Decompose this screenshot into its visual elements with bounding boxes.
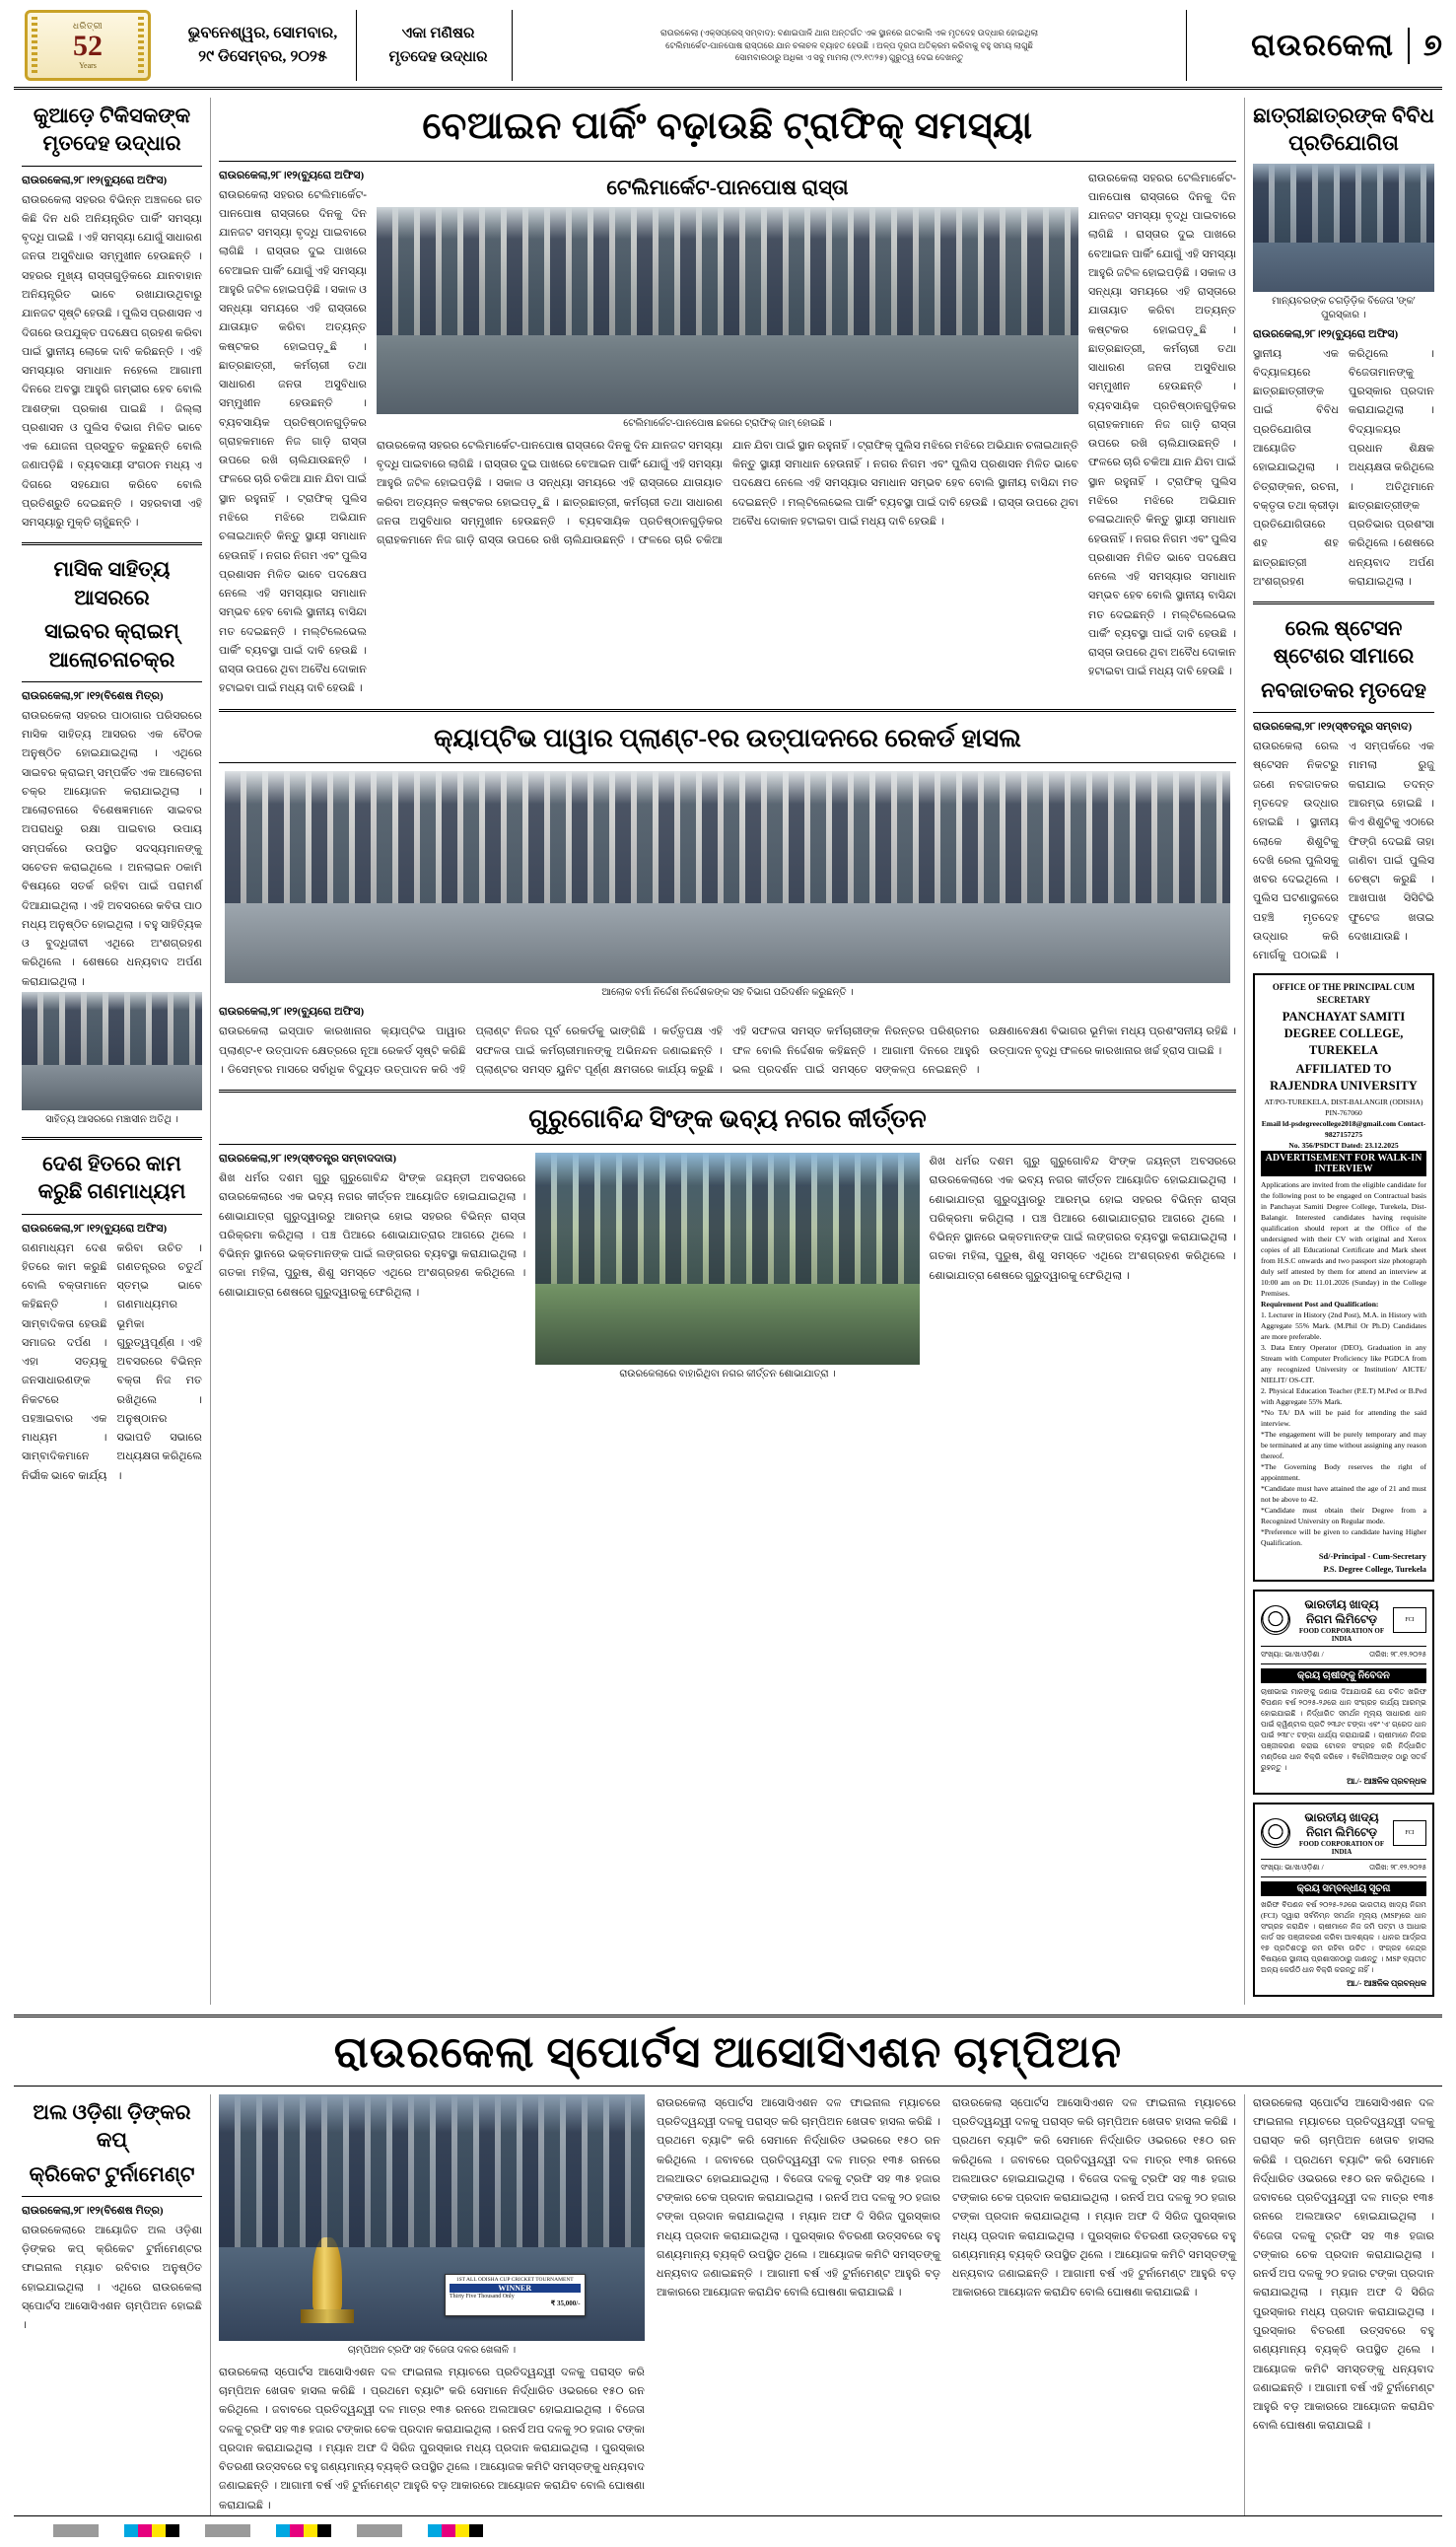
ad-college-sign-1: Sd/-Principal - Cum-Secretary (1318, 1551, 1426, 1561)
masthead-slogan (365, 10, 513, 81)
ad-college-note-2: *The engagement will be purely temporary and may be terminated at any time without assigning any reason thereof. (1261, 1429, 1426, 1460)
cheque-tournament-name: 1ST ALL ODISHA CUP CRICKET TOURNAMENT (455, 2277, 574, 2284)
logo-years-label: Years (79, 61, 97, 70)
ad-college-note-5: *Candidate must obtain their Degree from a Recognized University on Regular mode. (1261, 1505, 1426, 1525)
left-story1-body: ରାଉରକେଲା ସହରର ବିଭିନ୍ନ ଅଞ୍ଚଳରେ ଗତ କିଛି ଦିନ ଧରି ଅନିୟନ୍ତ୍ରିତ ପାର୍କିଂ ସମସ୍ୟା ବୃଦ୍ଧି ପାଇଛି । ଏହି ସମସ୍ୟା ଯୋଗୁଁ ସାଧାରଣ ଜନତା ଅସୁବିଧାର ସମ୍ମୁଖୀନ ହେଉଛନ୍ତି । ସହରର ମୁଖ୍ୟ ରାସ୍ତାଗୁଡ଼ିକରେ ଯାନବାହାନ ଅନିୟନ୍ତ୍ରିତ ଭାବେ ରଖାଯାଉଥିବାରୁ ଯାନଜଟ ସୃଷ୍ଟି ହେଉଛି । ପୁଲିସ ପ୍ରଶାସନ ଏ ଦିଗରେ ଉପଯୁକ୍ତ ପଦକ୍ଷେପ ଗ୍ରହଣ କରିବା ପାଇଁ ସ୍ଥାନୀୟ ଲୋକେ ଦାବି କରିଛନ୍ତି । ଏହି ସମସ୍ୟାର ସମାଧାନ ନହେଲେ ଆଗାମୀ ଦିନରେ ଅବସ୍ଥା ଆହୁରି ଗମ୍ଭୀର ହେବ ବୋଲି ଆଶଙ୍କା ପ୍ରକାଶ ପାଇଛି । ଜିଲ୍ଲା ପ୍ରଶାସନ ଓ ପୁଲିସ ବିଭାଗ ମିଳିତ ଭାବେ ଏକ ଯୋଜନା ପ୍ରସ୍ତୁତ କରୁଛନ୍ତି ବୋଲି ଜଣାପଡ଼ିଛି । ବ୍ୟବସାୟୀ ସଂଗଠନ ମଧ୍ୟ ଏ ଦିଗରେ ସହଯୋଗ କରିବେ ବୋଲି ପ୍ରତିଶ୍ରୁତି ଦେଇଛନ୍ତି । ସହରବାସୀ ଏହି ସମସ୍ୟାରୁ ମୁକ୍ତି ଚାହୁଁଛନ୍ତି । (22, 193, 202, 530)
logo-anniversary-number: 52 (73, 30, 103, 62)
grey-registration-bar (205, 2524, 250, 2537)
ad-fci-2 (1253, 1803, 1434, 1997)
lead-subhead: ଟେଲିମାର୍କେଟ-ପାନପୋଷ ରାସ୍ତା (606, 175, 849, 199)
main-grid (14, 98, 1442, 2005)
right-story2-body: ରାଉରକେଲା ରେଲ ଷ୍ଟେସନ ନିକଟରୁ ଜଣେ ନବଜାତକର ମୃତଦେହ ଉଦ୍ଧାର ହୋଇଛି । ସ୍ଥାନୀୟ ଲୋକେ ଶିଶୁଟିକୁ ଦେଖି ରେଲ ପୁଲିସକୁ ଖବର ଦେଇଥିଲେ । ପୁଲିସ ଘଟଣାସ୍ଥଳରେ ପହଞ୍ଚି ମୃତଦେହ ଉଦ୍ଧାର କରି ମୋର୍ଗକୁ ପଠାଇଛି । ଏ ସମ୍ପର୍କରେ ଏକ ମାମଲା ରୁଜୁ କରାଯାଇ ତଦନ୍ତ ଆରମ୍ଭ ହୋଇଛି । କିଏ ଶିଶୁଟିକୁ ଏଠାରେ ଫିଙ୍ଗି ଦେଇଛି ତାହା ଜାଣିବା ପାଇଁ ପୁଲିସ ଚେଷ୍ଟା କରୁଛି । ଆଖପାଖ ସିସିଟିଭି ଫୁଟେଜ ଖତାଇ ଦେଖାଯାଉଛି । (1253, 741, 1434, 962)
traffic-jam-photo (377, 207, 1078, 414)
ad-college-walkin (1253, 973, 1434, 1581)
cheque-winner-label: WINNER (450, 2284, 581, 2293)
ad-fci-2-date: ତାରିଖ: ୨୮.୧୨.୨୦୨୫ (1369, 1862, 1426, 1872)
cpp-headline: କ୍ୟାପ୍ଟିଭ ପାୱାର ପ୍ଲାଣ୍ଟ-୧ର ଉତ୍ପାଦନରେ ରେକର୍ଡ ହାସଲ (434, 723, 1021, 752)
sports-side-body: ରାଉରକେଲାରେ ଆୟୋଜିତ ଅଲ ଓଡ଼ିଶା ଡ଼ିଙ୍କର କପ୍ କ୍ରିକେଟ ଟୁର୍ନାମେଣ୍ଟର ଫାଇନାଲ ମ୍ୟାଚ ରବିବାର ଅନୁଷ୍ଠିତ ହୋଇଯାଇଥିଲା । ଏଥିରେ ରାଉରକେଲା ସ୍ପୋର୍ଟସ ଆସୋସିଏଶନ ଚାମ୍ପିଅନ ହୋଇଛି । (22, 2224, 202, 2332)
grey-registration-bar (357, 2524, 402, 2537)
lead-body-left: ରାଉରକେଲା ସହରର ଟେଲିମାର୍କେଟ-ପାନପୋଷ ରାସ୍ତାରେ ଦିନକୁ ଦିନ ଯାନଜଟ ସମସ୍ୟା ବୃଦ୍ଧି ପାଇବାରେ ଲାଗିଛି । ରାସ୍ତାର ଦୁଇ ପାଖରେ ବେଆଇନ ପାର୍କିଂ ଯୋଗୁଁ ଏହି ସମସ୍ୟା ଆହୁରି ଜଟିଳ ହୋଇପଡ଼ିଛି । ସକାଳ ଓ ସନ୍ଧ୍ୟା ସମୟରେ ଏହି ରାସ୍ତାରେ ଯାତାୟାତ କରିବା ଅତ୍ୟନ୍ତ କଷ୍ଟକର ହୋଇପଡ଼ୁଛି । ଛାତ୍ରଛାତ୍ରୀ, କର୍ମଚାରୀ ତଥା ସାଧାରଣ ଜନତା ଅସୁବିଧାର ସମ୍ମୁଖୀନ ହେଉଛନ୍ତି । ବ୍ୟବସାୟିକ ପ୍ରତିଷ୍ଠାନଗୁଡ଼ିକର ଗ୍ରାହକମାନେ ନିଜ ଗାଡ଼ି ରାସ୍ତା ଉପରେ ରଖି ଚାଲିଯାଉଛନ୍ତି । ଫଳରେ ଚାରି ଚକିଆ ଯାନ ଯିବା ପାଇଁ ସ୍ଥାନ ରହୁନାହିଁ । ଟ୍ରାଫିକ୍ ପୁଲିସ ମଝିରେ ମଝିରେ ଅଭିଯାନ ଚଳାଇଥାନ୍ତି କିନ୍ତୁ ସ୍ଥାୟୀ ସମାଧାନ ହେଉନାହିଁ । ନଗର ନିଗମ ଏବଂ ପୁଲିସ ପ୍ରଶାସନ ମିଳିତ ଭାବେ ପଦକ୍ଷେପ ନେଲେ ଏହି ସମସ୍ୟାର ସମାଧାନ ସମ୍ଭବ ହେବ ବୋଲି ସ୍ଥାନୀୟ ବାସିନ୍ଦା ମତ ଦେଇଛନ୍ତି । ମଲ୍ଟିଲେଭେଲ ପାର୍କିଂ ବ୍ୟବସ୍ଥା ପାଇଁ ଦାବି ହେଉଛି । ରାସ୍ତା ଉପରେ ଥିବା ଅବୈଧ ଦୋକାନ ହଟାଇବା ପାଇଁ ମଧ୍ୟ ଦାବି ହେଉଛି । (219, 188, 367, 695)
page-number: ୭ (1408, 28, 1442, 64)
edition-name: ରାଉରକେଲା (1251, 27, 1395, 62)
lead-body-right: ରାଉରକେଲା ସହରର ଟେଲିମାର୍କେଟ-ପାନପୋଷ ରାସ୍ତାରେ ଦିନକୁ ଦିନ ଯାନଜଟ ସମସ୍ୟା ବୃଦ୍ଧି ପାଇବାରେ ଲାଗିଛି । ରାସ୍ତାର ଦୁଇ ପାଖରେ ବେଆଇନ ପାର୍କିଂ ଯୋଗୁଁ ଏହି ସମସ୍ୟା ଆହୁରି ଜଟିଳ ହୋଇପଡ଼ିଛି । ସକାଳ ଓ ସନ୍ଧ୍ୟା ସମୟରେ ଏହି ରାସ୍ତାରେ ଯାତାୟାତ କରିବା ଅତ୍ୟନ୍ତ କଷ୍ଟକର ହୋଇପଡ଼ୁଛି । ଛାତ୍ରଛାତ୍ରୀ, କର୍ମଚାରୀ ତଥା ସାଧାରଣ ଜନତା ଅସୁବିଧାର ସମ୍ମୁଖୀନ ହେଉଛନ୍ତି । ବ୍ୟବସାୟିକ ପ୍ରତିଷ୍ଠାନଗୁଡ଼ିକର ଗ୍ରାହକମାନେ ନିଜ ଗାଡ଼ି ରାସ୍ତା ଉପରେ ରଖି ଚାଲିଯାଉଛନ୍ତି । ଫଳରେ ଚାରି ଚକିଆ ଯାନ ଯିବା ପାଇଁ ସ୍ଥାନ ରହୁନାହିଁ । ଟ୍ରାଫିକ୍ ପୁଲିସ ମଝିରେ ମଝିରେ ଅଭିଯାନ ଚଳାଇଥାନ୍ତି କିନ୍ତୁ ସ୍ଥାୟୀ ସମାଧାନ ହେଉନାହିଁ । ନଗର ନିଗମ ଏବଂ ପୁଲିସ ପ୍ରଶାସନ ମିଳିତ ଭାବେ ପଦକ୍ଷେପ ନେଲେ ଏହି ସମସ୍ୟାର ସମାଧାନ ସମ୍ଭବ ହେବ ବୋଲି ସ୍ଥାନୀୟ ବାସିନ୍ଦା ମତ ଦେଇଛନ୍ତି । ମଲ୍ଟିଲେଭେଲ ପାର୍କିଂ ବ୍ୟବସ୍ଥା ପାଇଁ ଦାବି ହେଉଛି । ରାସ୍ତା ଉପରେ ଥିବା ଅବୈଧ ଦୋକାନ ହଟାଇବା ପାଇଁ ମଧ୍ୟ ଦାବି ହେଉଛି । (1088, 172, 1236, 678)
sports-body-d: ରାଉରକେଲା ସ୍ପୋର୍ଟସ ଆସୋସିଏଶନ ଦଳ ଫାଇନାଲ ମ୍ୟାଚରେ ପ୍ରତିଦ୍ୱନ୍ଦ୍ୱୀ ଦଳକୁ ପରାସ୍ତ କରି ଚାମ୍ପିଅନ ଖେତାବ ହାସଲ କରିଛି । ପ୍ରଥମେ ବ୍ୟାଟିଂ କରି ସେମାନେ ନିର୍ଦ୍ଧାରିତ ଓଭରରେ ୧୫୦ ରନ କରିଥିଲେ । ଜବାବରେ ପ୍ରତିଦ୍ୱନ୍ଦ୍ୱୀ ଦଳ ମାତ୍ର ୧୩୫ ରନରେ ଅଲଆଉଟ ହୋଇଯାଇଥିଲା । ବିଜେତା ଦଳକୁ ଟ୍ରଫି ସହ ୩୫ ହଜାର ଟଙ୍କାର ଚେକ ପ୍ରଦାନ କରାଯାଇଥିଲା । ରନର୍ସ ଅପ ଦଳକୁ ୨୦ ହଜାର ଟଙ୍କା ପ୍ରଦାନ କରାଯାଇଥିଲା । ମ୍ୟାନ ଅଫ ଦି ସିରିଜ ପୁରସ୍କାର ମଧ୍ୟ ପ୍ରଦାନ କରାଯାଇଥିଲା । ପୁରସ୍କାର ବିତରଣୀ ଉତ୍ସବରେ ବହୁ ଗଣ୍ୟମାନ୍ୟ ବ୍ୟକ୍ତି ଉପସ୍ଥିତ ଥିଲେ । ଆୟୋଜକ କମିଟି ସମସ୍ତଙ୍କୁ ଧନ୍ୟବାଦ ଜଣାଇଛନ୍ତି । ଆଗାମୀ ବର୍ଷ ଏହି ଟୁର୍ନାମେଣ୍ଟ ଆହୁରି ବଡ଼ ଆକାରରେ ଆୟୋଜନ କରାଯିବ ବୋଲି ଘୋଷଣା କରାଯାଇଛି । (1253, 2096, 1434, 2433)
sports-side-headline-1: ଅଲ ଓଡ଼ିଶା ଡ଼ିଙ୍କର କପ୍ (33, 2099, 191, 2153)
ad-fci-2-header (1261, 1810, 1426, 1860)
right-story2-headline-2: ନବଜାତକର ମୃତଦେହ (1261, 677, 1426, 702)
masthead-edition (1186, 10, 1442, 81)
ad-fci-1-sign: ଆ./- ଆଞ୍ଚଳିକ ପ୍ରବନ୍ଧକ (1347, 1776, 1426, 1786)
trophy-icon (312, 2237, 342, 2311)
left-column (14, 98, 211, 2005)
left-story2-body: ରାଉରକେଲା ସହରର ପାଠାଗାର ପରିସରରେ ମାସିକ ସାହିତ୍ୟ ଆସରର ଏକ ବୈଠକ ଅନୁଷ୍ଠିତ ହୋଇଯାଇଥିଲା । ଏଥିରେ ସାଇବର କ୍ରାଇମ୍ ସମ୍ପର୍କିତ ଏକ ଆଲୋଚନା ଚକ୍ର ଆୟୋଜନ କରାଯାଇଥିଲା । ଆଲୋଚନାରେ ବିଶେଷଜ୍ଞମାନେ ସାଇବର ଅପରାଧରୁ ରକ୍ଷା ପାଇବାର ଉପାୟ ସମ୍ପର୍କରେ ଉପସ୍ଥିତ ସଦସ୍ୟମାନଙ୍କୁ ସଚେତନ କରାଇଥିଲେ । ଅନଲାଇନ ଠକାମି ବିଷୟରେ ସତର୍କ ରହିବା ପାଇଁ ପରାମର୍ଶ ଦିଆଯାଇଥିଲା । ଏହି ଅବସରରେ କବିତା ପାଠ ମଧ୍ୟ ଅନୁଷ୍ଠିତ ହୋଇଥିଲା । ବହୁ ସାହିତ୍ୟିକ ଓ ବୁଦ୍ଧିଜୀବୀ ଏଥିରେ ଅଂଶଗ୍ରହଣ କରିଥିଲେ । ଶେଷରେ ଧନ୍ୟବାଦ ଅର୍ପଣ କରାଯାଇଥିଲା । (22, 709, 202, 988)
power-plant-photo (225, 771, 1230, 983)
right-story2-dateline: ରାଉରକେଲା,୨୮।୧୨(ସ୍ଵତନ୍ତ୍ର ସମ୍ବାଦ) (1253, 721, 1413, 734)
meeting-photo (22, 992, 202, 1110)
kirtan-figure (535, 1153, 919, 1381)
ad-fci-1-date: ତାରିଖ: ୨୮.୧୨.୨୦୨୫ (1369, 1649, 1426, 1659)
sports-body-a: ରାଉରକେଲା ସ୍ପୋର୍ଟସ ଆସୋସିଏଶନ ଦଳ ଫାଇନାଲ ମ୍ୟାଚରେ ପ୍ରତିଦ୍ୱନ୍ଦ୍ୱୀ ଦଳକୁ ପରାସ୍ତ କରି ଚାମ୍ପିଅନ ଖେତାବ ହାସଲ କରିଛି । ପ୍ରଥମେ ବ୍ୟାଟିଂ କରି ସେମାନେ ନିର୍ଦ୍ଧାରିତ ଓଭରରେ ୧୫୦ ରନ କରିଥିଲେ । ଜବାବରେ ପ୍ରତିଦ୍ୱନ୍ଦ୍ୱୀ ଦଳ ମାତ୍ର ୧୩୫ ରନରେ ଅଲଆଉଟ ହୋଇଯାଇଥିଲା । ବିଜେତା ଦଳକୁ ଟ୍ରଫି ସହ ୩୫ ହଜାର ଟଙ୍କାର ଚେକ ପ୍ରଦାନ କରାଯାଇଥିଲା । ରନର୍ସ ଅପ ଦଳକୁ ୨୦ ହଜାର ଟଙ୍କା ପ୍ରଦାନ କରାଯାଇଥିଲା । ମ୍ୟାନ ଅଫ ଦି ସିରିଜ ପୁରସ୍କାର ମଧ୍ୟ ପ୍ରଦାନ କରାଯାଇଥିଲା । ପୁରସ୍କାର ବିତରଣୀ ଉତ୍ସବରେ ବହୁ ଗଣ୍ୟମାନ୍ୟ ବ୍ୟକ୍ତି ଉପସ୍ଥିତ ଥିଲେ । ଆୟୋଜକ କମିଟି ସମସ୍ତଙ୍କୁ ଧନ୍ୟବାଦ ଜଣାଇଛନ୍ତି । ଆଗାମୀ ବର୍ଷ ଏହି ଟୁର୍ନାମେଣ୍ଟ ଆହୁରି ବଡ଼ ଆକାରରେ ଆୟୋଜନ କରାଯିବ ବୋଲି ଘୋଷଣା କରାଯାଇଛି । (219, 2366, 645, 2512)
sports-photo-caption: ଚାମ୍ପିଅନ ଟ୍ରଫି ସହ ବିଜେତା ଦଳର ଖେଳାଳି । (347, 2344, 517, 2356)
sports-side-dateline: ରାଉରକେଲା,୨୮।୧୨(ବିଶେଷ ମିତ୍ର) (22, 2204, 164, 2217)
ad-college-note-3: *The Governing Body reserves the right of appointment. (1261, 1461, 1426, 1482)
cpp-photo-caption: ଆଲୋକ ବର୍ମା ନିର୍ଦ୍ଦେଶ ନିର୍ଦ୍ଦେଶକଙ୍କ ସହ ବିଭାଗ ପରିଦର୍ଶନ କରୁଛନ୍ତି । (601, 987, 854, 999)
left-story2-figure (22, 992, 202, 1127)
students-group-photo (1253, 164, 1434, 292)
left-story2-headline-1: ମାସିକ ସାହିତ୍ୟ ଆସରରେ (53, 557, 171, 609)
ad-college-req-3: 3. Data Entry Operator (DEO), Graduation in any Stream with Computer Proficiency like PGDCA from any recognized University or Institution/ AICTE/ NIELIT/ OS-CIT. (1261, 1342, 1426, 1384)
ad-fci-2-org-en: FOOD CORPORATION OF INDIA (1298, 1839, 1385, 1856)
masthead-place: ଭୁବନେଶ୍ୱର, ସୋମବାର, (187, 25, 338, 41)
kirtan-body-right: ଶିଖ ଧର୍ମର ଦଶମ ଗୁରୁ ଗୁରୁଗୋବିନ୍ଦ ସିଂଙ୍କ ଜୟନ୍ତୀ ଅବସରରେ ରାଉରକେଲାରେ ଏକ ଭବ୍ୟ ନଗର କୀର୍ତ୍ତନ ଆୟୋଜିତ ହୋଇଯାଇଥିଲା । ଶୋଭାଯାତ୍ରା ଗୁରୁଦ୍ୱାରରୁ ଆରମ୍ଭ ହୋଇ ସହରର ବିଭିନ୍ନ ରାସ୍ତା ପରିକ୍ରମା କରିଥିଲା । ପଞ୍ଚ ପିଆରେ ଶୋଭାଯାତ୍ରାର ଆଗରେ ଥିଲେ । ବିଭିନ୍ନ ସ୍ଥାନରେ ଭକ୍ତମାନଙ୍କ ପାଇଁ ଲଙ୍ଗରର ବ୍ୟବସ୍ଥା କରାଯାଇଥିଲା । ଗତକା ମହିଳା, ପୁରୁଷ, ଶିଶୁ ସମସ୍ତେ ଏଥିରେ ଅଂଶଗ୍ରହଣ କରିଥିଲେ । ଶୋଭାଯାତ୍ରା ଶେଷରେ ଗୁରୁଦ୍ୱାରକୁ ଫେରିଥିଲା । (929, 1156, 1236, 1282)
masthead (14, 10, 1442, 90)
ad-fci-1 (1253, 1590, 1434, 1795)
print-registration-marks (14, 2516, 1442, 2547)
masthead-micro-line3: ସୋମବାରଠାରୁ ଅଧିକା ଏ ସବୁ ମାମଲା (୯୨.୧୯/୨୫) ଗୁରୁତ୍ୱ ଦେଇ ଦେଖନ୍ତୁ (734, 52, 964, 63)
kirtan-body-left: ଶିଖ ଧର୍ମର ଦଶମ ଗୁରୁ ଗୁରୁଗୋବିନ୍ଦ ସିଂଙ୍କ ଜୟନ୍ତୀ ଅବସରରେ ରାଉରକେଲାରେ ଏକ ଭବ୍ୟ ନଗର କୀର୍ତ୍ତନ ଆୟୋଜିତ ହୋଇଯାଇଥିଲା । ଶୋଭାଯାତ୍ରା ଗୁରୁଦ୍ୱାରରୁ ଆରମ୍ଭ ହୋଇ ସହରର ବିଭିନ୍ନ ରାସ୍ତା ପରିକ୍ରମା କରିଥିଲା । ପଞ୍ଚ ପିଆରେ ଶୋଭାଯାତ୍ରାର ଆଗରେ ଥିଲେ । ବିଭିନ୍ନ ସ୍ଥାନରେ ଭକ୍ତମାନଙ୍କ ପାଇଁ ଲଙ୍ଗରର ବ୍ୟବସ୍ଥା କରାଯାଇଥିଲା । ଗତକା ମହିଳା, ପୁରୁଷ, ଶିଶୁ ସମସ୍ତେ ଏଥିରେ ଅଂଶଗ୍ରହଣ କରିଥିଲେ । ଶୋଭାଯାତ୍ରା ଶେଷରେ ଗୁରୁଦ୍ୱାରକୁ ଫେରିଥିଲା । (219, 1172, 526, 1299)
sports-body-b: ରାଉରକେଲା ସ୍ପୋର୍ଟସ ଆସୋସିଏଶନ ଦଳ ଫାଇନାଲ ମ୍ୟାଚରେ ପ୍ରତିଦ୍ୱନ୍ଦ୍ୱୀ ଦଳକୁ ପରାସ୍ତ କରି ଚାମ୍ପିଅନ ଖେତାବ ହାସଲ କରିଛି । ପ୍ରଥମେ ବ୍ୟାଟିଂ କରି ସେମାନେ ନିର୍ଦ୍ଧାରିତ ଓଭରରେ ୧୫୦ ରନ କରିଥିଲେ । ଜବାବରେ ପ୍ରତିଦ୍ୱନ୍ଦ୍ୱୀ ଦଳ ମାତ୍ର ୧୩୫ ରନରେ ଅଲଆଉଟ ହୋଇଯାଇଥିଲା । ବିଜେତା ଦଳକୁ ଟ୍ରଫି ସହ ୩୫ ହଜାର ଟଙ୍କାର ଚେକ ପ୍ରଦାନ କରାଯାଇଥିଲା । ରନର୍ସ ଅପ ଦଳକୁ ୨୦ ହଜାର ଟଙ୍କା ପ୍ରଦାନ କରାଯାଇଥିଲା । ମ୍ୟାନ ଅଫ ଦି ସିରିଜ ପୁରସ୍କାର ମଧ୍ୟ ପ୍ରଦାନ କରାଯାଇଥିଲା । ପୁରସ୍କାର ବିତରଣୀ ଉତ୍ସବରେ ବହୁ ଗଣ୍ୟମାନ୍ୟ ବ୍ୟକ୍ତି ଉପସ୍ଥିତ ଥିଲେ । ଆୟୋଜକ କମିଟି ସମସ୍ତଙ୍କୁ ଧନ୍ୟବାଦ ଜଣାଇଛନ୍ତି । ଆଗାମୀ ବର୍ଷ ଏହି ଟୁର୍ନାମେଣ୍ଟ ଆହୁରି ବଡ଼ ଆକାରରେ ଆୟୋଜନ କରାଯିବ ବୋଲି ଘୋଷଣା କରାଯାଇଛି । (657, 2096, 940, 2299)
ad-college-email: Email ld-psdegreecollege2018@gmail.com Contact-9827157275 (1261, 1118, 1426, 1139)
masthead-date: ୨୯ ଡିସେମ୍ବର, ୨୦୨୫ (198, 48, 327, 65)
left-story2-headline-2: ସାଇବର କ୍ରାଇମ୍ ଆଲୋଚନାଚକ୍ର (44, 619, 179, 672)
cpp-body: ରାଉରକେଲା ଇସ୍ପାତ କାରଖାନାର କ୍ୟାପ୍ଟିଭ ପାୱାର ପ୍ଲାଣ୍ଟ-୧ ଉତ୍ପାଦନ କ୍ଷେତ୍ରରେ ନୂଆ ରେକର୍ଡ ସୃଷ୍ଟି କରିଛି । ଡିସେମ୍ବର ମାସରେ ସର୍ବାଧିକ ବିଦ୍ୟୁତ ଉତ୍ପାଦନ କରି ଏହି ପ୍ଲାଣ୍ଟ ନିଜର ପୂର୍ବ ରେକର୍ଡକୁ ଭାଙ୍ଗିଛି । କର୍ତ୍ତୃପକ୍ଷ ଏହି ସଫଳତା ପାଇଁ କର୍ମଚାରୀମାନଙ୍କୁ ଅଭିନନ୍ଦନ ଜଣାଇଛନ୍ତି । ପ୍ଲାଣ୍ଟର ସମସ୍ତ ୟୁନିଟ ପୂର୍ଣ୍ଣ କ୍ଷମତାରେ କାର୍ଯ୍ୟ କରୁଛି । ଏହି ସଫଳତା ସମସ୍ତ କର୍ମଚାରୀଙ୍କ ନିରନ୍ତର ପରିଶ୍ରମର ଫଳ ବୋଲି ନିର୍ଦ୍ଦେଶକ କହିଛନ୍ତି । ଆଗାମୀ ଦିନରେ ଆହୁରି ଭଲ ପ୍ରଦର୍ଶନ ପାଇଁ ସମସ୍ତେ ସଙ୍କଳ୍ପ ନେଇଛନ୍ତି । ରକ୍ଷଣାବେକ୍ଷଣ ବିଭାଗର ଭୂମିକା ମଧ୍ୟ ପ୍ରଶଂସନୀୟ ରହିଛି । ଉତ୍ପାଦନ ବୃଦ୍ଧି ଫଳରେ କାରଖାନାର ଖର୍ଚ୍ଚ ହ୍ରାସ ପାଇଛି । (219, 1026, 1236, 1076)
left-story1-headline: କୁଆଡ଼େ ଟିକିସକଙ୍କ ମୃତଦେହ ଉଦ୍ଧାର (33, 104, 191, 156)
ad-fci-2-sign: ଆ./- ଆଞ୍ଚଳିକ ପ୍ରବନ୍ଧକ (1347, 1978, 1426, 1988)
cheque-amount: ₹ 35,000/- (550, 2299, 581, 2308)
masthead-micro-line2: ଟେଲିମାର୍କେଟ-ପାନପୋଷ ରାସ୍ତାରେ ଯାନ ଚଳାଚଳ ବ୍ୟାହତ ହେଉଛି । ଅଳ୍ପ ଦୂରତା ଅତିକ୍ରମ କରିବାକୁ ବହୁ ସମୟ ଲାଗୁଛି (665, 39, 1033, 50)
ad-fci-2-org: ଭାରତୀୟ ଖାଦ୍ୟ ନିଗମ ଲିମିଟେଡ଼ (1304, 1809, 1379, 1839)
kirtan-photo-caption: ରାଉରକେଲାରେ ବାହାରିଥିବା ନଗର କୀର୍ତ୍ତନ ଶୋଭାଯାତ୍ରା । (619, 1369, 836, 1380)
logo-top-text: ଧରିତ୍ରୀ (72, 21, 104, 31)
sports-side-headline-2: କ୍ରିକେଟ ଟୁର୍ନାମେଣ୍ଟ (29, 2161, 195, 2186)
right-story1-photo-caption: ମାନ୍ୟବରଙ୍କ ଚଗଡ଼ିଡ଼ିକ ବିଜେତା 'ଙ୍କ' ପୁରସ୍କାର । (1272, 295, 1416, 320)
cmyk-bar-group-1 (124, 2524, 179, 2537)
sports-body-c: ରାଉରକେଲା ସ୍ପୋର୍ଟସ ଆସୋସିଏଶନ ଦଳ ଫାଇନାଲ ମ୍ୟାଚରେ ପ୍ରତିଦ୍ୱନ୍ଦ୍ୱୀ ଦଳକୁ ପରାସ୍ତ କରି ଚାମ୍ପିଅନ ଖେତାବ ହାସଲ କରିଛି । ପ୍ରଥମେ ବ୍ୟାଟିଂ କରି ସେମାନେ ନିର୍ଦ୍ଧାରିତ ଓଭରରେ ୧୫୦ ରନ କରିଥିଲେ । ଜବାବରେ ପ୍ରତିଦ୍ୱନ୍ଦ୍ୱୀ ଦଳ ମାତ୍ର ୧୩୫ ରନରେ ଅଲଆଉଟ ହୋଇଯାଇଥିଲା । ବିଜେତା ଦଳକୁ ଟ୍ରଫି ସହ ୩୫ ହଜାର ଟଙ୍କାର ଚେକ ପ୍ରଦାନ କରାଯାଇଥିଲା । ରନର୍ସ ଅପ ଦଳକୁ ୨୦ ହଜାର ଟଙ୍କା ପ୍ରଦାନ କରାଯାଇଥିଲା । ମ୍ୟାନ ଅଫ ଦି ସିରିଜ ପୁରସ୍କାର ମଧ୍ୟ ପ୍ରଦାନ କରାଯାଇଥିଲା । ପୁରସ୍କାର ବିତରଣୀ ଉତ୍ସବରେ ବହୁ ଗଣ୍ୟମାନ୍ୟ ବ୍ୟକ୍ତି ଉପସ୍ଥିତ ଥିଲେ । ଆୟୋଜକ କମିଟି ସମସ୍ତଙ୍କୁ ଧନ୍ୟବାଦ ଜଣାଇଛନ୍ତି । ଆଗାମୀ ବର୍ଷ ଏହି ଟୁର୍ନାମେଣ୍ଟ ଆହୁରି ବଡ଼ ଆକାରରେ ଆୟୋଜନ କରାଯିବ ବୋଲି ଘୋଷଣା କରାଯାଇଛି । (952, 2096, 1236, 2299)
left-story3-body: ଗଣମାଧ୍ୟମ ଦେଶ ହିତରେ କାମ କରୁଛି ବୋଲି ବକ୍ତାମାନେ କହିଛନ୍ତି । ସାମ୍ବାଦିକତା ହେଉଛି ସମାଜର ଦର୍ପଣ । ଏହା ସତ୍ୟକୁ ଜନସାଧାରଣଙ୍କ ନିକଟରେ ପହଞ୍ଚାଇବାର ଏକ ମାଧ୍ୟମ । ସାମ୍ବାଦିକମାନେ ନିର୍ଭୀକ ଭାବେ କାର୍ଯ୍ୟ କରିବା ଉଚିତ । ଗଣତନ୍ତ୍ରର ଚତୁର୍ଥ ସ୍ତମ୍ଭ ଭାବେ ଗଣମାଧ୍ୟମର ଭୂମିକା ଗୁରୁତ୍ୱପୂର୍ଣ୍ଣ । ଏହି ଅବସରରେ ବିଭିନ୍ନ ବକ୍ତା ନିଜ ମତ ରଖିଥିଲେ । ଅନୁଷ୍ଠାନର ସଭାପତି ସଭାରେ ଅଧ୍ୟକ୍ଷତା କରିଥିଲେ । (22, 1241, 203, 1482)
government-emblem-icon (1261, 1818, 1290, 1848)
left-story2-dateline: ରାଉରକେଲା,୨୮।୧୨(ବିଶେଷ ମିତ୍ର) (22, 689, 164, 702)
ad-fci-2-ref: ସଂଖ୍ୟା: ଭା/ଖ/ଓଡ଼ିଶା / (1261, 1862, 1324, 1872)
masthead-slogan-line2: ମୃତଦେହ ଉଦ୍ଧାର (388, 49, 488, 65)
ad-college-ref: No. 356/PSDCT Dated: 23.12.2025 (1288, 1140, 1399, 1150)
cricket-team-photo (219, 2094, 645, 2341)
ad-college-affiliation: AFFILIATED TO RAJENDRA UNIVERSITY (1270, 1062, 1418, 1093)
left-story3-headline: ଦେଶ ହିତରେ କାମ କରୁଛି ଗଣମାଧ୍ୟମ (37, 1151, 186, 1204)
lead-dateline: ରାଉରକେଲା,୨୮।୧୨(ବ୍ୟୁରୋ ଅଫିସ) (219, 169, 365, 181)
ad-college-title: PANCHAYAT SAMITI DEGREE COLLEGE, TUREKELA (1282, 1010, 1406, 1058)
ad-fci-1-header (1261, 1597, 1426, 1647)
left-story1-dateline: ରାଉରକେଲା,୨୮।୧୨(ବ୍ୟୁରୋ ଅଫିସ) (22, 174, 168, 186)
ad-fci-1-org: ଭାରତୀୟ ଖାଦ୍ୟ ନିଗମ ଲିମିଟେଡ଼ (1304, 1596, 1379, 1626)
nagar-kirtan-photo (535, 1153, 919, 1365)
ad-college-req-2: 2. Physical Education Teacher (P.E.T) M.Ped or B.Ped with Aggregate 55% Mark. (1261, 1385, 1426, 1406)
lead-headline: ବେଆଇନ ପାର୍କିଂ ବଢ଼ାଉଛି ଟ୍ରାଫିକ୍ ସମସ୍ୟା (422, 106, 1033, 147)
ad-fci-1-headline: କ୍ରୟ ଚାଷୀଙ୍କୁ ନିବେଦନ (1261, 1668, 1426, 1683)
grey-registration-bar (53, 2524, 99, 2537)
ad-fci-2-body: ଖରିଫ ବିପଣନ ବର୍ଷ ୨୦୨୫-୨୬ରେ ଭାରତୀୟ ଖାଦ୍ୟ ନିଗମ (FCI) ଦ୍ୱାରା ସର୍ବନିମ୍ନ ସମର୍ଥନ ମୂଲ୍ୟ (MSP)ରେ ଧାନ ସଂଗ୍ରହ କରାଯିବ । ଚାଷୀମାନେ ନିଜ ଜମି ପଟ୍ଟା ଓ ଆଧାର କାର୍ଡ ସହ ପଞ୍ଜୀକରଣ କରିବା ଆବଶ୍ୟକ । ଧାନର ଆର୍ଦ୍ରତା ୧୭ ପ୍ରତିଶତରୁ କମ ରହିବା ଉଚିତ । ସଂଗ୍ରହ କେନ୍ଦ୍ର ବିଷୟରେ ସ୍ଥାନୀୟ ପ୍ରଶାସନଠାରୁ ଜାଣନ୍ତୁ । MSP ବ୍ୟତୀତ ଅନ୍ୟ କେଉଁଠି ଧାନ ବିକ୍ରି କରନ୍ତୁ ନାହିଁ । (1261, 1899, 1426, 1974)
left-story2-photo-caption: ସାହିତ୍ୟ ଆସରରେ ମଞ୍ଚାସୀନ ଅତିଥି । (45, 1113, 178, 1125)
lead-figure (377, 207, 1078, 431)
ad-college-note-1: *No TA/ DA will be paid for attending the said interview. (1261, 1407, 1426, 1428)
ad-college-note-6: *Preference will be given to candidate having Higher Qualification. (1261, 1526, 1426, 1547)
sports-headline: ରାଉରକେଲା ସ୍ପୋର୍ଟସ ଆସୋସିଏଶନ ଚାମ୍ପିଅନ (333, 2027, 1123, 2077)
kirtan-headline: ଗୁରୁଗୋବିନ୍ଦ ସିଂଙ୍କ ଭବ୍ୟ ନଗର କୀର୍ତ୍ତନ (528, 1104, 927, 1134)
sports-right-column (1245, 2094, 1442, 2515)
cpp-figure (219, 771, 1236, 1000)
ad-college-req-head: Requirement Post and Qualification: (1261, 1299, 1379, 1309)
ad-fci-2-headline: କ୍ରୟ ସମ୍ବନ୍ଧୀୟ ସୂଚନା (1261, 1881, 1426, 1896)
masthead-micro-line1: ରାଉରକେଲା (ଏକ୍ସପ୍ରେସ୍ ସମ୍ବାଦ): ବଣାଇପାଳି ଥାନା ଅନ୍ତର୍ଗତ ଏକ ସ୍ଥାନରେ ଗତକାଲି ଏକ ମୃତଦେହ ଉଦ୍ଧାର ହୋଇଥିଲା (659, 27, 1039, 37)
cheque-amount-words: Thirty Five Thousand Only (449, 2294, 515, 2300)
ad-college-address: AT/PO-TUREKELA, DIST-BALANGIR (ODISHA) PIN-767060 (1264, 1097, 1423, 1117)
right-story2-headline-1: ରେଲ ଷ୍ଟେସନ ଷ୍ଟେଶର ସୀମାରେ (1273, 616, 1415, 669)
ad-college-req-1: 1. Lecturer in History (2nd Post), M.A. in History with Aggregate 55% Mark. (M.Phil Or Ph.D) Candidates are more preferable. (1261, 1309, 1426, 1341)
publication-logo (14, 10, 162, 81)
right-story1-dateline: ରାଉରକେଲା,୨୮।୧୨(ବ୍ୟୁରୋ ଅଫିସ) (1253, 327, 1399, 340)
prize-cheque (445, 2274, 586, 2316)
ad-college-body: Applications are invited from the eligible candidate for the following post to be engaged on Contractual basis in Panchayat Samiti Degree College, Turekela, Dist-Balangir. Interested candidates having requisite qualification should report at the Office of the undersigned with their CV with original and Xerox copies of all Educational Certificate and Mark sheet from H.S.C onwards and two passport size photograph duly self attested by them for attend an interview at 10:00 am on Dt: 11.01.2026 (Sunday) in the College Premises. (1261, 1179, 1426, 1298)
ad-college-sign-2: P.S. Degree College, Turekela (1323, 1564, 1426, 1574)
ad-fci-1-org-en: FOOD CORPORATION OF INDIA (1298, 1626, 1385, 1643)
kirtan-dateline: ରାଉରକେଲା,୨୮।୧୨(ସ୍ଵତନ୍ତ୍ର ସମ୍ବାଦଦାତା) (219, 1153, 397, 1166)
masthead-slogan-line1: ଏକା ମଣିଷର (401, 26, 475, 41)
fci-logo-icon: FCI (1393, 1820, 1426, 1846)
government-emblem-icon (1261, 1605, 1290, 1635)
center-column (211, 98, 1245, 2005)
sports-section (14, 2015, 1442, 2516)
lead-photo-caption: ଟେଲିମାର୍କେଟ-ପାନପୋଷ ଛକରେ ଟ୍ରାଫିକ୍ ଜାମ୍ ହୋଇଛି । (623, 417, 832, 429)
sports-figure (219, 2094, 645, 2358)
ad-fci-1-ref: ସଂଖ୍ୟା: ଭା/ଖ/ଓଡ଼ିଶା / (1261, 1649, 1324, 1659)
right-story1-headline: ଛାତ୍ରୀଛାତ୍ରଙ୍କ ବିବିଧ ପ୍ରତିଯୋଗିତା (1253, 104, 1434, 156)
sports-center-column (211, 2094, 1245, 2515)
right-column (1245, 98, 1442, 2005)
lead-body-center: ରାଉରକେଲା ସହରର ଟେଲିମାର୍କେଟ-ପାନପୋଷ ରାସ୍ତାରେ ଦିନକୁ ଦିନ ଯାନଜଟ ସମସ୍ୟା ବୃଦ୍ଧି ପାଇବାରେ ଲାଗିଛି । ରାସ୍ତାର ଦୁଇ ପାଖରେ ବେଆଇନ ପାର୍କିଂ ଯୋଗୁଁ ଏହି ସମସ୍ୟା ଆହୁରି ଜଟିଳ ହୋଇପଡ଼ିଛି । ସକାଳ ଓ ସନ୍ଧ୍ୟା ସମୟରେ ଏହି ରାସ୍ତାରେ ଯାତାୟାତ କରିବା ଅତ୍ୟନ୍ତ କଷ୍ଟକର ହୋଇପଡ଼ୁଛି । ଛାତ୍ରଛାତ୍ରୀ, କର୍ମଚାରୀ ତଥା ସାଧାରଣ ଜନତା ଅସୁବିଧାର ସମ୍ମୁଖୀନ ହେଉଛନ୍ତି । ବ୍ୟବସାୟିକ ପ୍ରତିଷ୍ଠାନଗୁଡ଼ିକର ଗ୍ରାହକମାନେ ନିଜ ଗାଡ଼ି ରାସ୍ତା ଉପରେ ରଖି ଚାଲିଯାଉଛନ୍ତି । ଫଳରେ ଚାରି ଚକିଆ ଯାନ ଯିବା ପାଇଁ ସ୍ଥାନ ରହୁନାହିଁ । ଟ୍ରାଫିକ୍ ପୁଲିସ ମଝିରେ ମଝିରେ ଅଭିଯାନ ଚଳାଇଥାନ୍ତି କିନ୍ତୁ ସ୍ଥାୟୀ ସମାଧାନ ହେଉନାହିଁ । ନଗର ନିଗମ ଏବଂ ପୁଲିସ ପ୍ରଶାସନ ମିଳିତ ଭାବେ ପଦକ୍ଷେପ ନେଲେ ଏହି ସମସ୍ୟାର ସମାଧାନ ସମ୍ଭବ ହେବ ବୋଲି ସ୍ଥାନୀୟ ବାସିନ୍ଦା ମତ ଦେଇଛନ୍ତି । ମଲ୍ଟିଲେଭେଲ ପାର୍କିଂ ବ୍ୟବସ୍ଥା ପାଇଁ ଦାବି ହେଉଛି । ରାସ୍ତା ଉପରେ ଥିବା ଅବୈଧ ଦୋକାନ ହଟାଇବା ପାଇଁ ମଧ୍ୟ ଦାବି ହେଉଛି । (377, 439, 1078, 547)
cmyk-bar-group-3 (428, 2524, 483, 2537)
left-story3-dateline: ରାଉରକେଲା,୨୮।୧୨(ବ୍ୟୁରୋ ଅଫିସ) (22, 1222, 168, 1235)
ad-college-banner: ADVERTISEMENT FOR WALK-IN INTERVIEW (1261, 1151, 1426, 1176)
cpp-dateline: ରାଉରକେଲା,୨୮।୧୨(ବ୍ୟୁରୋ ଅଫିସ) (219, 1006, 365, 1019)
masthead-micro-text (520, 10, 1178, 81)
right-story1-figure (1253, 164, 1434, 322)
ad-fci-1-body: ଚାଷୀଭାଇ ମାନଙ୍କୁ ଜଣାଇ ଦିଆଯାଉଛି ଯେ ଚଳିତ ଖରିଫ ବିପଣନ ବର୍ଷ ୨୦୨୫-୨୬ରେ ଧାନ ସଂଗ୍ରହ କାର୍ଯ୍ୟ ଆରମ୍ଭ ହୋଇଯାଇଛି । ନିର୍ଦ୍ଧାରିତ ସମର୍ଥନ ମୂଲ୍ୟ ସାଧାରଣ ଧାନ ପାଇଁ କ୍ୱିଣ୍ଟାଲ ପ୍ରତି ୨୩୬୯ ଟଙ୍କା ଏବଂ 'ଏ' ଗ୍ରେଡ ଧାନ ପାଇଁ ୨୩୮୯ ଟଙ୍କା ଧାର୍ଯ୍ୟ କରାଯାଇଛି । ଚାଷୀମାନେ ନିଜର ପଞ୍ଜୀକରଣ କରାଇ ଟୋକନ ସଂଗ୍ରହ କରି ନିର୍ଦ୍ଧାରିତ ମଣ୍ଡିରେ ଧାନ ବିକ୍ରି କରିବେ । ବିଚୌଲିଆଙ୍କ ଠାରୁ ସତର୍କ ରୁହନ୍ତୁ । (1261, 1686, 1426, 1772)
fci-logo-icon: FCI (1393, 1607, 1426, 1633)
sports-left-column (14, 2094, 211, 2515)
right-story1-body: ସ୍ଥାନୀୟ ଏକ ବିଦ୍ୟାଳୟରେ ଛାତ୍ରଛାତ୍ରୀଙ୍କ ପାଇଁ ବିବିଧ ପ୍ରତିଯୋଗିତା ଆୟୋଜିତ ହୋଇଯାଇଥିଲା । ଚିତ୍ରାଙ୍କନ, ରଚନା, ବକ୍ତୃତା ତଥା କ୍ରୀଡ଼ା ପ୍ରତିଯୋଗିତାରେ ଶହ ଶହ ଛାତ୍ରଛାତ୍ରୀ ଅଂଶଗ୍ରହଣ କରିଥିଲେ । ବିଜେତାମାନଙ୍କୁ ପୁରସ୍କାର ପ୍ରଦାନ କରାଯାଇଥିଲା । ବିଦ୍ୟାଳୟର ପ୍ରଧାନ ଶିକ୍ଷକ ଅଧ୍ୟକ୍ଷତା କରିଥିଲେ । ଅତିଥିମାନେ ଛାତ୍ରଛାତ୍ରୀଙ୍କ ପ୍ରତିଭାର ପ୍ରଶଂସା କରିଥିଲେ । ଶେଷରେ ଧନ୍ୟବାଦ ଅର୍ପଣ କରାଯାଇଥିଲା । (1253, 347, 1434, 588)
ad-college-office-line: OFFICE OF THE PRINCIPAL CUM SECRETARY (1272, 982, 1416, 1006)
ad-college-note-4: *Candidate must have attained the age of 21 and must not be above to 42. (1261, 1483, 1426, 1504)
masthead-dateline (170, 10, 357, 81)
cmyk-bar-group-2 (276, 2524, 331, 2537)
